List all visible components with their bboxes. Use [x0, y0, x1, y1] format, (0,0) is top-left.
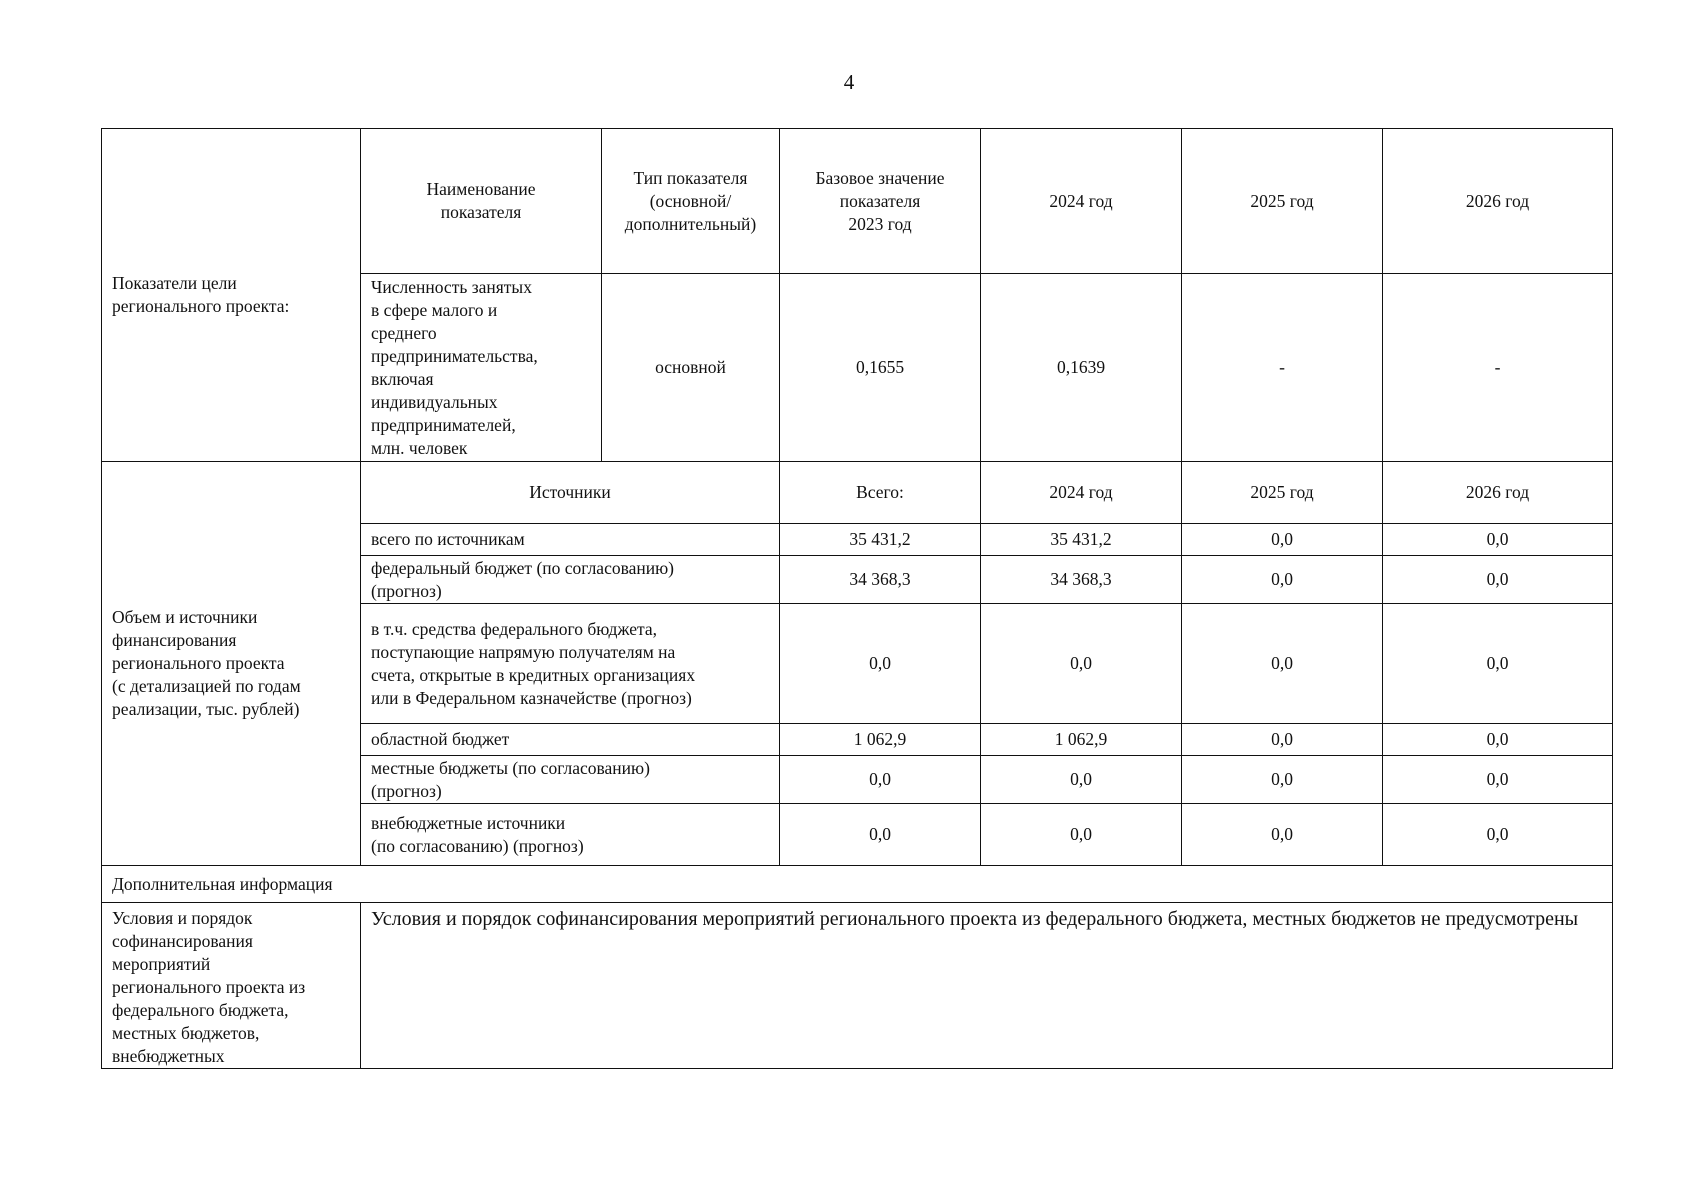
source-2025: 0,0 [1182, 556, 1383, 604]
header-indicator-name: Наименование показателя [361, 129, 602, 274]
source-2024: 0,0 [981, 604, 1182, 724]
source-2025: 0,0 [1182, 804, 1383, 866]
header-fin-2024: 2024 год [981, 462, 1182, 524]
source-2024: 0,0 [981, 756, 1182, 804]
header-year-2025: 2025 год [1182, 129, 1383, 274]
conditions-text: Условия и порядок софинансирования мероприятий регионального проекта из федерального бюджета, местных бюджетов не предусмотрены [361, 903, 1613, 1069]
source-name: областной бюджет [361, 724, 780, 756]
additional-info-row [102, 866, 1613, 903]
header-sources: Источники [361, 462, 780, 524]
source-2024: 34 368,3 [981, 556, 1182, 604]
source-2024: 1 062,9 [981, 724, 1182, 756]
source-2026: 0,0 [1383, 524, 1613, 556]
source-2025: 0,0 [1182, 756, 1383, 804]
source-total: 34 368,3 [780, 556, 981, 604]
source-total: 1 062,9 [780, 724, 981, 756]
header-fin-2025: 2025 год [1182, 462, 1383, 524]
indicator-type: основной [602, 274, 780, 462]
indicator-name: Численность занятых в сфере малого и среднего предпринимательства, включая индивидуальных предпринимателей, млн. человек [361, 274, 602, 462]
source-2025: 0,0 [1182, 524, 1383, 556]
indicator-value-2024: 0,1639 [981, 274, 1182, 462]
source-2026: 0,0 [1383, 804, 1613, 866]
source-name: в т.ч. средства федерального бюджета, поступающие напрямую получателям на счета, открытые в кредитных организациях или в Федеральном казначействе (прогноз) [361, 604, 780, 724]
targets-section-label: Показатели цели регионального проекта: [102, 129, 361, 462]
source-name: всего по источникам [361, 524, 780, 556]
source-total: 0,0 [780, 804, 981, 866]
indicator-value-2025: - [1182, 274, 1383, 462]
source-2025: 0,0 [1182, 724, 1383, 756]
source-2025: 0,0 [1182, 604, 1383, 724]
source-total: 35 431,2 [780, 524, 981, 556]
source-2026: 0,0 [1383, 724, 1613, 756]
source-name: федеральный бюджет (по согласованию) (прогноз) [361, 556, 780, 604]
header-base-value: Базовое значение показателя 2023 год [780, 129, 981, 274]
targets-header-row [102, 129, 1613, 274]
source-name: внебюджетные источники (по согласованию) (прогноз) [361, 804, 780, 866]
financing-section-label: Объем и источники финансирования регионального проекта (с детализацией по годам реализации, тыс. рублей) [102, 462, 361, 866]
header-year-2026: 2026 год [1383, 129, 1613, 274]
header-year-2024: 2024 год [981, 129, 1182, 274]
source-2026: 0,0 [1383, 756, 1613, 804]
source-name: местные бюджеты (по согласованию) (прогноз) [361, 756, 780, 804]
project-passport-table [101, 128, 1613, 1069]
source-2026: 0,0 [1383, 556, 1613, 604]
source-total: 0,0 [780, 604, 981, 724]
header-indicator-type: Тип показателя (основной/ дополнительный) [602, 129, 780, 274]
page-number: 4 [843, 70, 855, 94]
indicator-value-2026: - [1383, 274, 1613, 462]
header-total: Всего: [780, 462, 981, 524]
conditions-row [102, 903, 1613, 1069]
additional-info-heading: Дополнительная информация [102, 866, 1613, 903]
header-fin-2026: 2026 год [1383, 462, 1613, 524]
financing-header-row [102, 462, 1613, 524]
source-2024: 0,0 [981, 804, 1182, 866]
conditions-label: Условия и порядок софинансирования мероприятий регионального проекта из федерального бюджета, местных бюджетов, внебюджетных [102, 903, 361, 1069]
indicator-base-value: 0,1655 [780, 274, 981, 462]
source-total: 0,0 [780, 756, 981, 804]
source-2024: 35 431,2 [981, 524, 1182, 556]
source-2026: 0,0 [1383, 604, 1613, 724]
